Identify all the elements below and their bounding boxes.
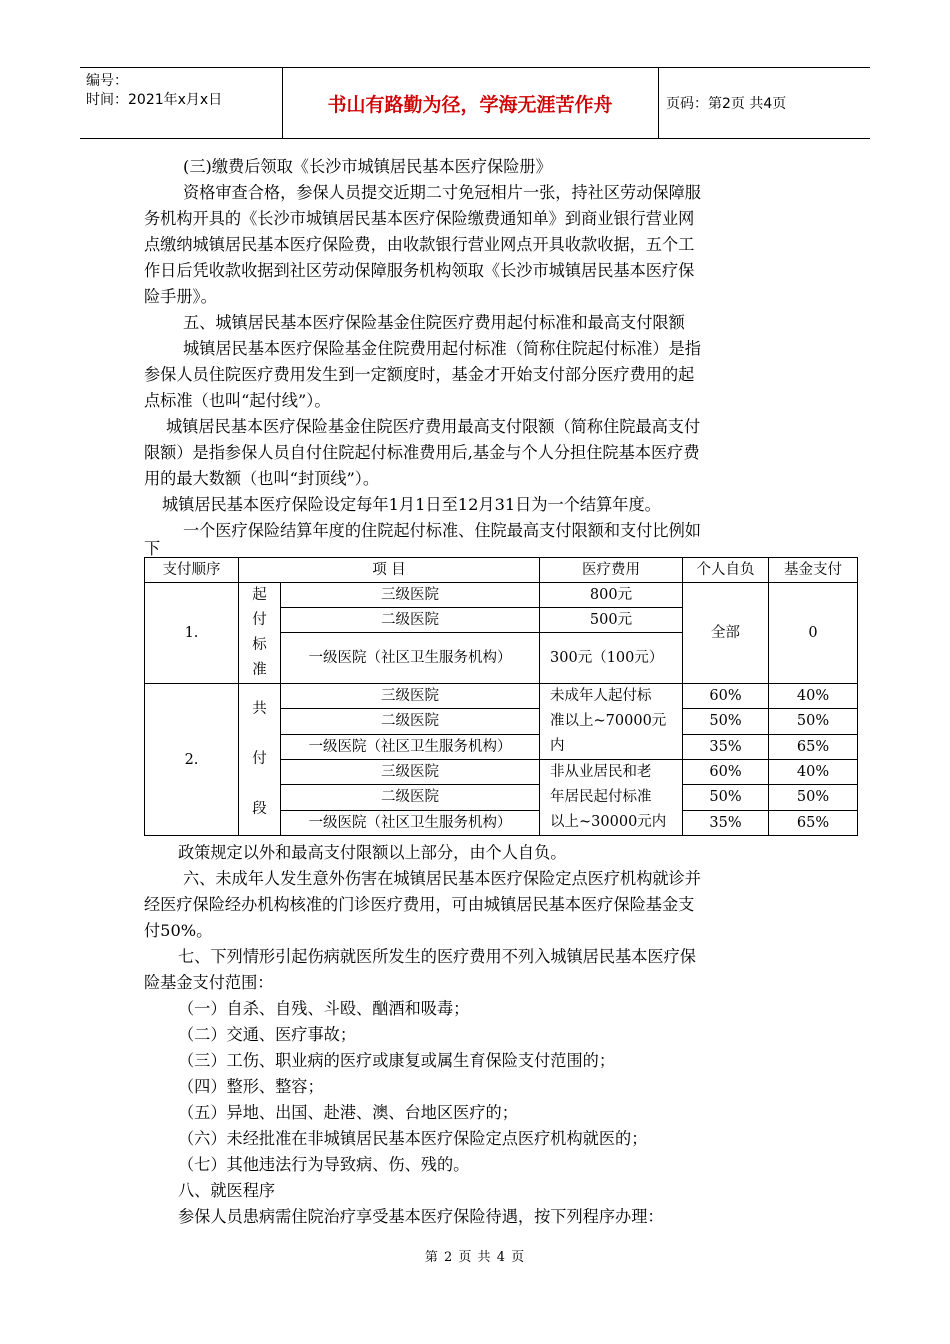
hospital-level: 三级医院 bbox=[281, 760, 540, 785]
list-item: （一）自杀、自残、斗殴、酗酒和吸毒； bbox=[178, 999, 470, 1018]
column-header: 基金支付 bbox=[769, 558, 858, 583]
section-heading: 五、城镇居民基本医疗保险基金住院医疗费用起付标准和最高支付限额 bbox=[183, 313, 685, 332]
section-heading: (三)缴费后领取《长沙市城镇居民基本医疗保险册》 bbox=[183, 157, 552, 176]
fund-share: 65% bbox=[769, 734, 858, 759]
column-header: 医疗费用 bbox=[540, 558, 683, 583]
paragraph-line: 点缴纳城镇居民基本医疗保险费，由收款银行营业网点开具收款收据，五个工 bbox=[144, 235, 695, 254]
paragraph-line: 经医疗保险经办机构核准的门诊医疗费用，可由城镇居民基本医疗保险基金支 bbox=[144, 895, 695, 914]
paragraph-line: 险基金支付范围： bbox=[144, 973, 274, 992]
list-item: （四）整形、整容； bbox=[178, 1077, 324, 1096]
paragraph-line: 资格审查合格，参保人员提交近期二寸免冠相片一张，持社区劳动保障服 bbox=[183, 183, 701, 202]
medical-cost: 300元（100元） bbox=[540, 633, 683, 684]
paragraph-line: 城镇居民基本医疗保险设定每年1月1日至12月31日为一个结算年度。 bbox=[162, 495, 661, 514]
paragraph-line: 险手册》。 bbox=[144, 287, 217, 306]
paragraph-line: 城镇居民基本医疗保险基金住院医疗费用最高支付限额（简称住院最高支付 bbox=[166, 417, 701, 436]
hospital-level: 一级医院（社区卫生服务机构） bbox=[281, 810, 540, 835]
paragraph-line: 参保人员住院医疗费用发生到一定额度时，基金才开始支付部分医疗费用的起 bbox=[144, 365, 695, 384]
fund-share: 50% bbox=[769, 709, 858, 734]
personal-share: 60% bbox=[683, 684, 769, 709]
category-char: 标 bbox=[252, 637, 267, 653]
paragraph-line: 限额）是指参保人员自付住院起付标准费用后,基金与个人分担住院基本医疗费 bbox=[144, 443, 700, 462]
paragraph-line: 一个医疗保险结算年度的住院起付标准、住院最高支付限额和支付比例如 bbox=[183, 521, 701, 540]
cost-range-text: 非从业居民和老 bbox=[550, 764, 652, 780]
category-char: 付 bbox=[252, 751, 267, 767]
section-heading: 八、就医程序 bbox=[178, 1181, 276, 1200]
column-header: 支付顺序 bbox=[145, 558, 239, 583]
cost-range-text: 内 bbox=[550, 738, 565, 754]
personal-share: 50% bbox=[683, 709, 769, 734]
cost-range-text: 以上~30000元内 bbox=[550, 814, 667, 830]
document-date: 时间：2021年x月x日 bbox=[86, 92, 223, 108]
hospital-level: 二级医院 bbox=[281, 709, 540, 734]
header-motto: 书山有路勤为径，学海无涯苦作舟 bbox=[327, 94, 613, 116]
page-header bbox=[80, 67, 870, 139]
category-cell bbox=[239, 583, 281, 684]
paragraph-line: 点标准（也叫“起付线”）。 bbox=[144, 391, 331, 410]
category-char: 起 bbox=[252, 587, 267, 603]
cost-range-adult bbox=[540, 760, 683, 836]
category-cell bbox=[239, 684, 281, 836]
paragraph-line: 政策规定以外和最高支付限额以上部分，由个人自负。 bbox=[178, 843, 567, 862]
medical-cost: 800元 bbox=[540, 583, 683, 608]
document-number-label: 编号： bbox=[86, 73, 128, 89]
paragraph-line: 参保人员患病需住院治疗享受基本医疗保险待遇，按下列程序办理： bbox=[178, 1207, 664, 1226]
fund-share: 40% bbox=[769, 760, 858, 785]
category-char: 段 bbox=[252, 801, 267, 817]
list-item: （七）其他违法行为导致病、伤、残的。 bbox=[178, 1155, 470, 1174]
cost-range-text: 未成年人起付标 bbox=[550, 688, 652, 704]
list-item: （六）未经批准在非城镇居民基本医疗保险定点医疗机构就医的； bbox=[178, 1129, 648, 1148]
hospital-level: 二级医院 bbox=[281, 608, 540, 633]
category-char: 付 bbox=[252, 612, 267, 628]
hospital-level: 二级医院 bbox=[281, 785, 540, 810]
personal-share: 全部 bbox=[683, 583, 769, 684]
hospital-level: 三级医院 bbox=[281, 583, 540, 608]
table-row bbox=[145, 583, 858, 608]
paragraph-line: 付50%。 bbox=[144, 921, 213, 940]
category-char: 准 bbox=[252, 662, 267, 678]
hospital-level: 一级医院（社区卫生服务机构） bbox=[281, 734, 540, 759]
cost-range-minor bbox=[540, 684, 683, 760]
personal-share: 35% bbox=[683, 810, 769, 835]
personal-share: 35% bbox=[683, 734, 769, 759]
header-page-info: 页码：第2页 共4页 bbox=[666, 96, 787, 112]
fund-share: 50% bbox=[769, 785, 858, 810]
page-footer: 第 2 页 共 4 页 bbox=[424, 1250, 526, 1265]
cost-range-text: 准以上~70000元 bbox=[550, 713, 667, 729]
section-heading: 七、下列情形引起伤病就医所发生的医疗费用不列入城镇居民基本医疗保 bbox=[178, 947, 696, 966]
payment-order: 1. bbox=[145, 583, 239, 684]
fund-share: 0 bbox=[769, 583, 858, 684]
hospital-level: 一级医院（社区卫生服务机构） bbox=[281, 633, 540, 684]
hospital-level: 三级医院 bbox=[281, 684, 540, 709]
cost-range-text: 年居民起付标准 bbox=[550, 789, 652, 805]
payment-order: 2. bbox=[145, 684, 239, 836]
personal-share: 50% bbox=[683, 785, 769, 810]
paragraph-line: 下 bbox=[144, 539, 161, 558]
category-char: 共 bbox=[252, 701, 267, 717]
fund-share: 40% bbox=[769, 684, 858, 709]
paragraph-line: 用的最大数额（也叫“封顶线”）。 bbox=[144, 469, 380, 488]
payment-table bbox=[144, 557, 858, 836]
paragraph-line: 务机构开具的《长沙市城镇居民基本医疗保险缴费通知单》到商业银行营业网 bbox=[144, 209, 695, 228]
header-meta bbox=[86, 72, 222, 110]
list-item: （二）交通、医疗事故； bbox=[178, 1025, 357, 1044]
medical-cost: 500元 bbox=[540, 608, 683, 633]
table-header-row bbox=[145, 558, 858, 583]
header-divider bbox=[658, 68, 659, 138]
list-item: （三）工伤、职业病的医疗或康复或属生育保险支付范围的； bbox=[178, 1051, 616, 1070]
header-divider bbox=[282, 68, 283, 138]
fund-share: 65% bbox=[769, 810, 858, 835]
paragraph-line: 作日后凭收款收据到社区劳动保障服务机构领取《长沙市城镇居民基本医疗保 bbox=[144, 261, 695, 280]
personal-share: 60% bbox=[683, 760, 769, 785]
list-item: （五）异地、出国、赴港、澳、台地区医疗的； bbox=[178, 1103, 518, 1122]
paragraph-line: 城镇居民基本医疗保险基金住院费用起付标准（简称住院起付标准）是指 bbox=[183, 339, 701, 358]
column-header: 项 目 bbox=[239, 558, 540, 583]
section-heading: 六、未成年人发生意外伤害在城镇居民基本医疗保险定点医疗机构就诊并 bbox=[183, 869, 701, 888]
column-header: 个人自负 bbox=[683, 558, 769, 583]
table-row bbox=[145, 684, 858, 709]
